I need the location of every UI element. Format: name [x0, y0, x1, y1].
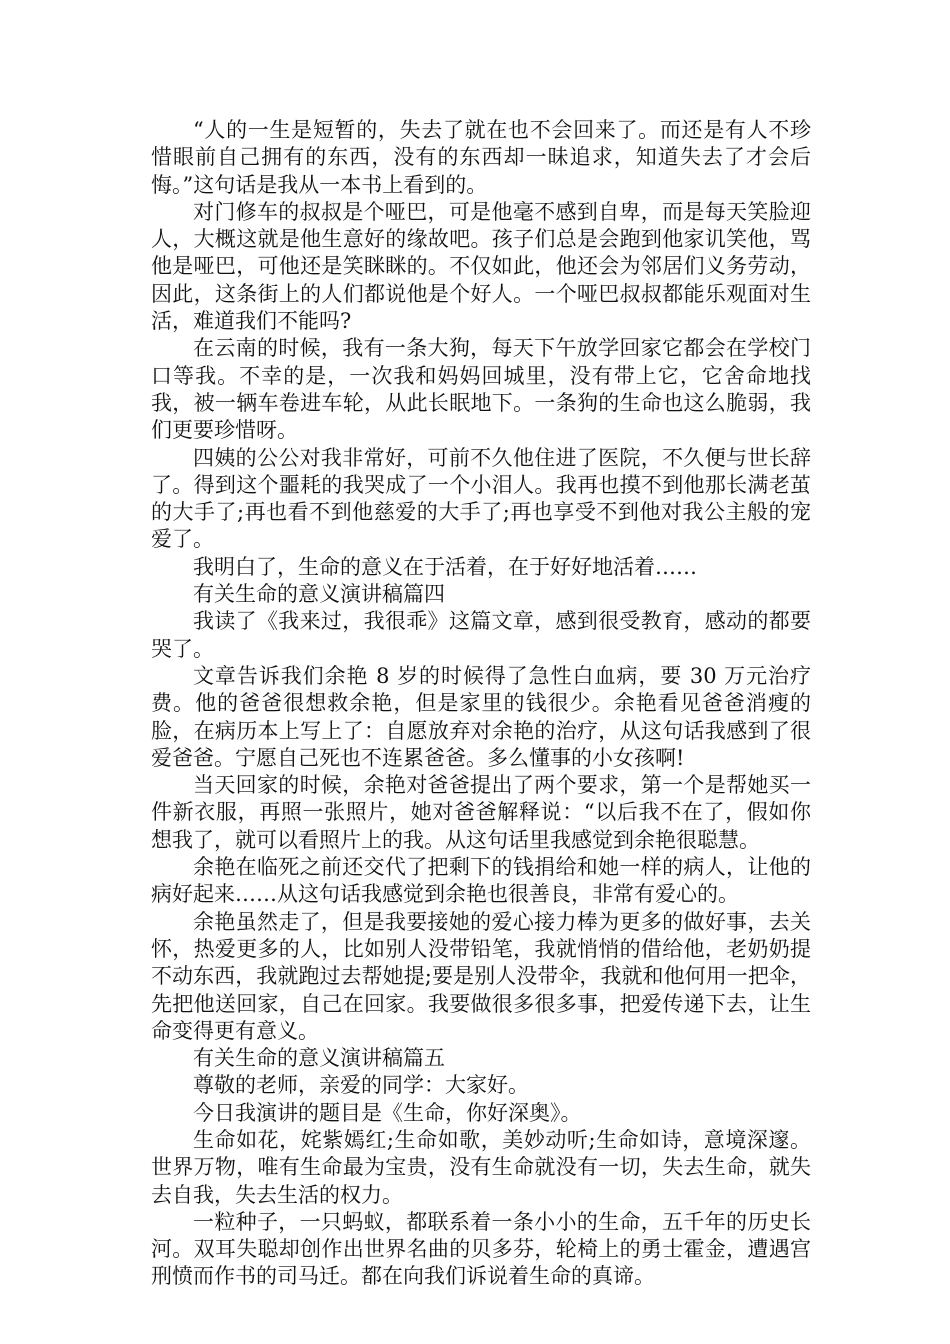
paragraph: 当天回家的时候，余艳对爸爸提出了两个要求，第一个是帮她买一件新衣服，再照一张照片，她对爸爸解释说：“以后我不在了，假如你想我了，就可以看照片上的我。从这句话里我感觉到余艳很聪慧。	[151, 773, 811, 852]
paragraph: 我读了《我来过，我很乖》这篇文章，感到很受教育，感动的都要哭了。	[151, 609, 811, 661]
paragraph: 余艳虽然走了，但是我要接她的爱心接力棒为更多的做好事，去关怀，热爱更多的人，比如别人没带铅笔，我就悄悄的借给他，老奶奶提不动东西，我就跑过去帮她提;要是别人没带伞，我就和他何用一把伞，先把他送回家，自己在回家。我要做很多很多事，把爱传递下去，让生命变得更有意义。	[151, 909, 811, 1043]
paragraph: 余艳在临死之前还交代了把剩下的钱捐给和她一样的病人，让他的病好起来……从这句话我感觉到余艳也很善良，非常有爱心的。	[151, 855, 811, 907]
paragraph: 对门修车的叔叔是个哑巴，可是他毫不感到自卑，而是每天笑脸迎人，大概这就是他生意好的缘故吧。孩子们总是会跑到他家讥笑他，骂他是哑巴，可他还是笑眯眯的。不仅如此，他还会为邻居们义务劳动，因此，这条街上的人们都说他是个好人。一个哑巴叔叔都能乐观面对生活，难道我们不能吗?	[151, 199, 811, 334]
section-heading: 有关生命的意义演讲稿篇五	[193, 1046, 445, 1071]
paragraph: “人的一生是短暂的，失去了就在也不会回来了。而还是有人不珍惜眼前自己拥有的东西，没有的东西却一昧追求，知道失去了才会后悔。”这句话是我从一本书上看到的。	[151, 118, 811, 197]
paragraph: 四姨的公公对我非常好，可前不久他住进了医院，不久便与世长辞了。得到这个噩耗的我哭成了一个小泪人。我再也摸不到他那长满老茧的大手了;再也看不到他慈爱的大手了;再也享受不到他对我公主般的宠爱了。	[151, 445, 811, 552]
paragraph: 一粒种子，一只蚂蚁，都联系着一条小小的生命，五千年的历史长河。双耳失聪却创作出世界名曲的贝多芬，轮椅上的勇士霍金，遭遇宫刑愤而作书的司马迁。都在向我们诉说着生命的真谛。	[151, 1209, 811, 1289]
document-body	[151, 117, 811, 1291]
paragraph: 在云南的时候，我有一条大狗，每天下午放学回家它都会在学校门口等我。不幸的是，一次我和妈妈回城里，没有带上它，它舍命地找我，被一辆车卷进车轮，从此长眠地下。一条狗的生命也这么脆弱，我们更要珍惜呀。	[151, 336, 811, 443]
paragraph: 尊敬的老师，亲爱的同学：大家好。	[193, 1073, 529, 1098]
paragraph: 生命如花，姹紫嫣红;生命如歌，美妙动听;生命如诗，意境深邃。世界万物，唯有生命最为宝贵，没有生命就没有一切，失去生命，就失去自我，失去生活的权力。	[151, 1127, 811, 1207]
paragraph: 我明白了，生命的意义在于活着，在于好好地活着……	[193, 554, 697, 579]
paragraph: 文章告诉我们余艳 8 岁的时候得了急性白血病，要 30 万元治疗费。他的爸爸很想救余艳，但是家里的钱很少。余艳看见爸爸消瘦的脸，在病历本上写上了：自愿放弃对余艳的治疗，从这句话我感到了很爱爸爸。宁愿自己死也不连累爸爸。多么懂事的小女孩啊!	[151, 663, 811, 770]
section-heading: 有关生命的意义演讲稿篇四	[193, 582, 445, 607]
paragraph: 今日我演讲的题目是《生命，你好深奥》。	[193, 1100, 582, 1125]
